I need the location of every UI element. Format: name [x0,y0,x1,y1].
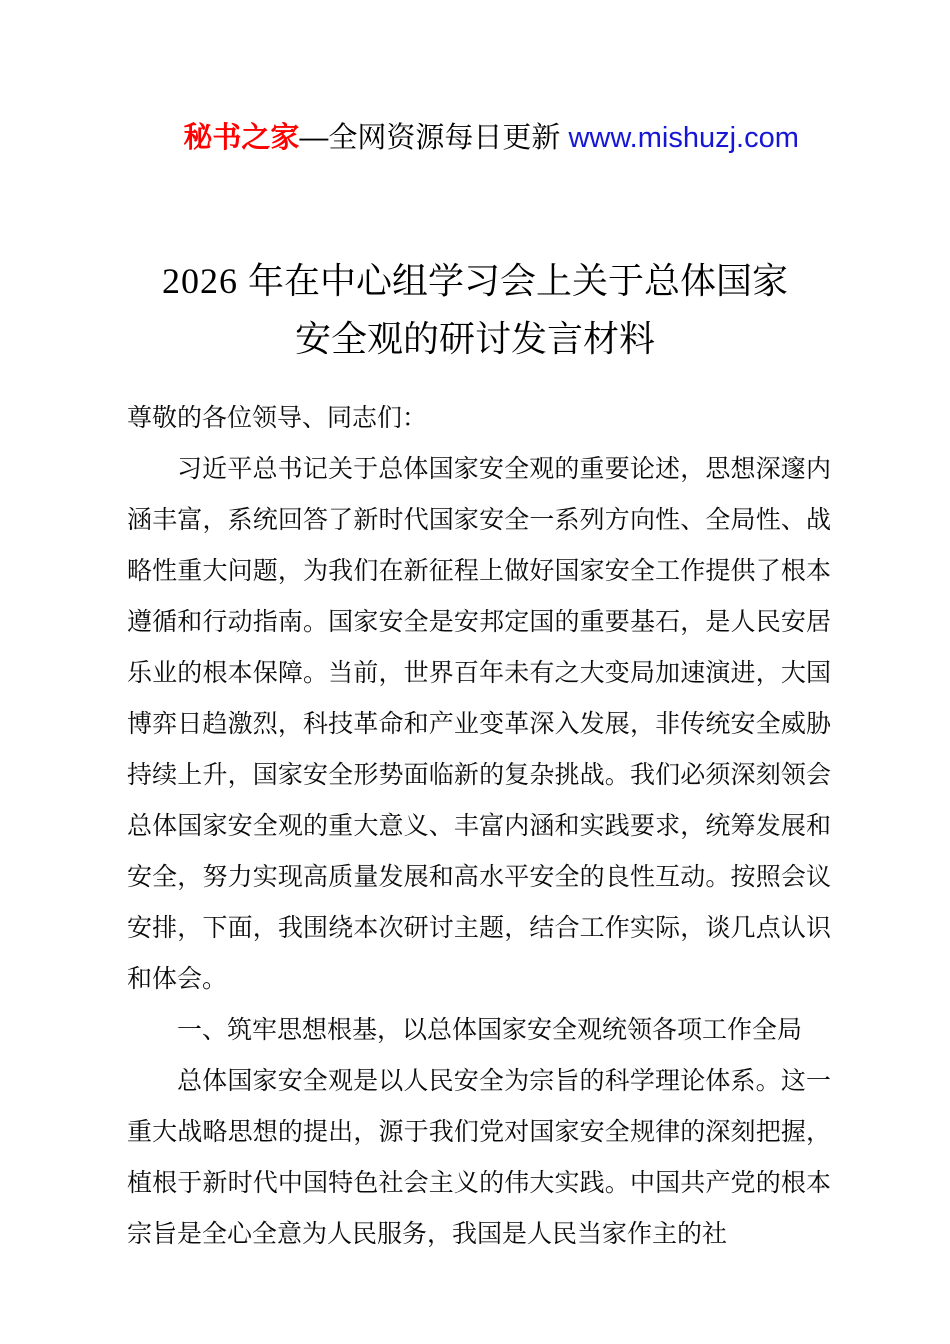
site-brand: 秘书之家 [183,122,300,154]
site-url-link[interactable]: www.mishuzj.com [568,122,799,154]
site-header [0,84,950,192]
document-title-line1 [110,252,840,310]
section-heading-1: 一、筑牢思想根基，以总体国家安全观统领各项工作全局 [177,1016,803,1044]
title-year: 2026 [161,261,238,301]
title-line1-text: 年在中心组学习会上关于总体国家 [237,260,788,301]
paragraph-section1: 总体国家安全观是以人民安全为宗旨的科学理论体系。这一重大战略思想的提出，源于我们党对国家安全规律的深刻把握，植根于新时代中国特色社会主义的伟大实践。中国共产党的根本宗旨是全心全意为人民服务，我国是人民当家作主的社 [127,1067,831,1248]
document-title-line2: 安全观的研讨发言材料 [294,318,655,359]
site-tagline: —全网资源每日更新 [299,122,569,154]
paragraph-intro: 习近平总书记关于总体国家安全观的重要论述，思想深邃内涵丰富，系统回答了新时代国家安全一系列方向性、全局性、战略性重大问题，为我们在新征程上做好国家安全工作提供了根本遵循和行动指南。国家安全是安邦定国的重要基石，是人民安居乐业的根本保障。当前，世界百年未有之大变局加速演进，大国博弈日趋激烈，科技革命和产业变革深入发展，非传统安全威胁持续上升，国家安全形势面临新的复杂挑战。我们必须深刻领会总体国家安全观的重大意义、丰富内涵和实践要求，统筹发展和安全，努力实现高质量发展和高水平安全的良性互动。按照会议安排，下面，我围绕本次研讨主题，结合工作实际，谈几点认识和体会。 [127,455,831,993]
document-body [127,393,831,1260]
salutation: 尊敬的各位领导、同志们： [127,404,428,432]
document-title [110,252,840,367]
